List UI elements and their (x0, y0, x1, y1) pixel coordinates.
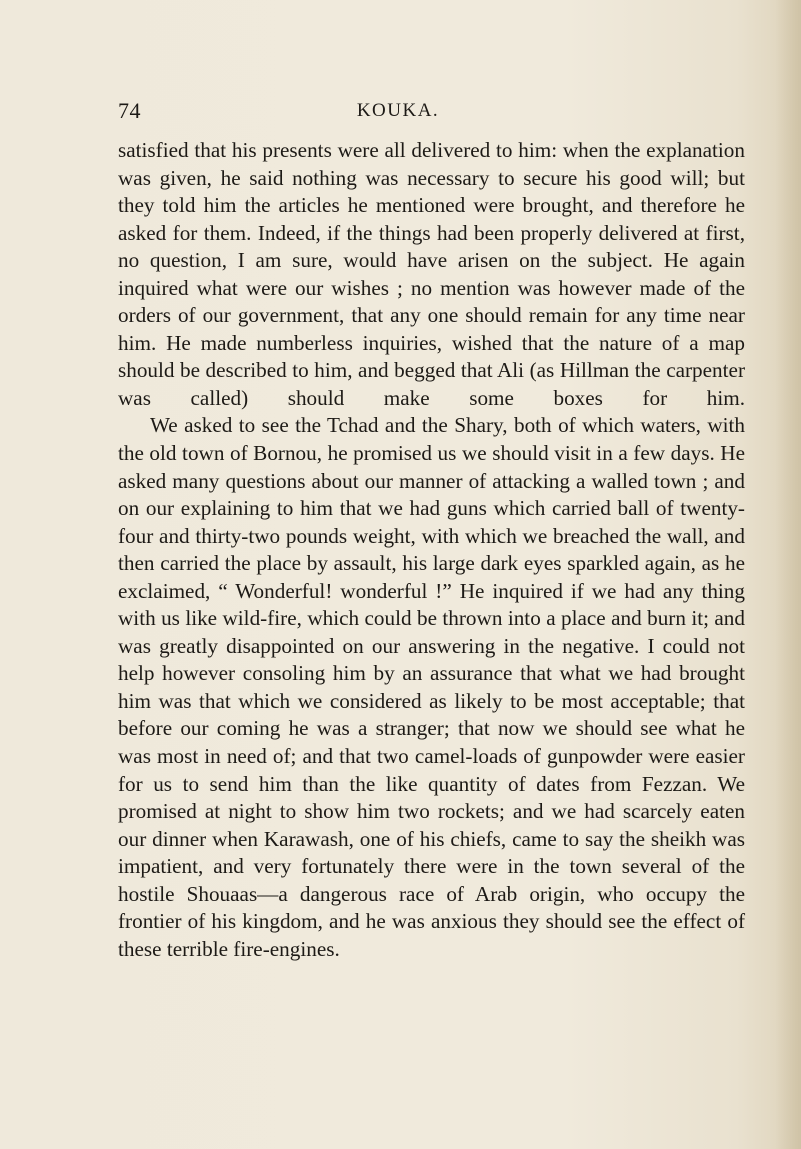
page-number: 74 (118, 98, 141, 123)
paragraph-continued: satisfied that his presents were all delivered to him: when the explanation was given, he said nothing was necessary to secure his good will; but they told him the articles he mentioned were brought, and therefore he asked for them. Indeed, if the things had been properly delivered at first, no question, I am sure, would have arisen on the subject. He again inquired what were our wishes ; no mention was however made of the orders of our government, that any one should remain for any time near him. He made numberless inquiries, wished that the nature of a map should be described to him, and begged that Ali (as Hillman the carpenter was called) should make some boxes for him. (118, 138, 745, 410)
body-text (118, 137, 745, 963)
running-head (118, 98, 678, 128)
running-title: KOUKA. (356, 100, 440, 121)
paragraph-tchad-visit: We asked to see the Tchad and the Shary, both of which waters, with the old town of Bornou, he promised us we should visit in a few days. He asked many questions about our manner of attacking a walled town ; and on our explaining to him that we had guns which carried ball of twenty-four and thirty-two pounds weight, with which we breached the wall, and then carried the place by assault, his large dark eyes sparkled again, as he exclaimed, “ Wonderful! wonderful !” He inquired if we had any thing with us like wild-fire, which could be thrown into a place and burn it; and was greatly disappointed on our answering in the negative. I could not help however consoling him by an assurance that what we had brought him was that which we considered as likely to be most acceptable; that before our coming he was a stranger; that now we should see what he was most in need of; and that two camel-loads of gunpowder were easier for us to send him than the like quantity of dates from Fezzan. We promised at night to show him two rockets; and we had scarcely eaten our dinner when Karawash, one of his chiefs, came to say the sheikh was impatient, and very fortunately there were in the town several of the hostile Shouaas—a dangerous race of Arab origin, who occupy the frontier of his kingdom, and he was anxious they should see the effect of these terrible fire-engines. (118, 413, 745, 961)
page-edge-discoloration (775, 0, 801, 1149)
